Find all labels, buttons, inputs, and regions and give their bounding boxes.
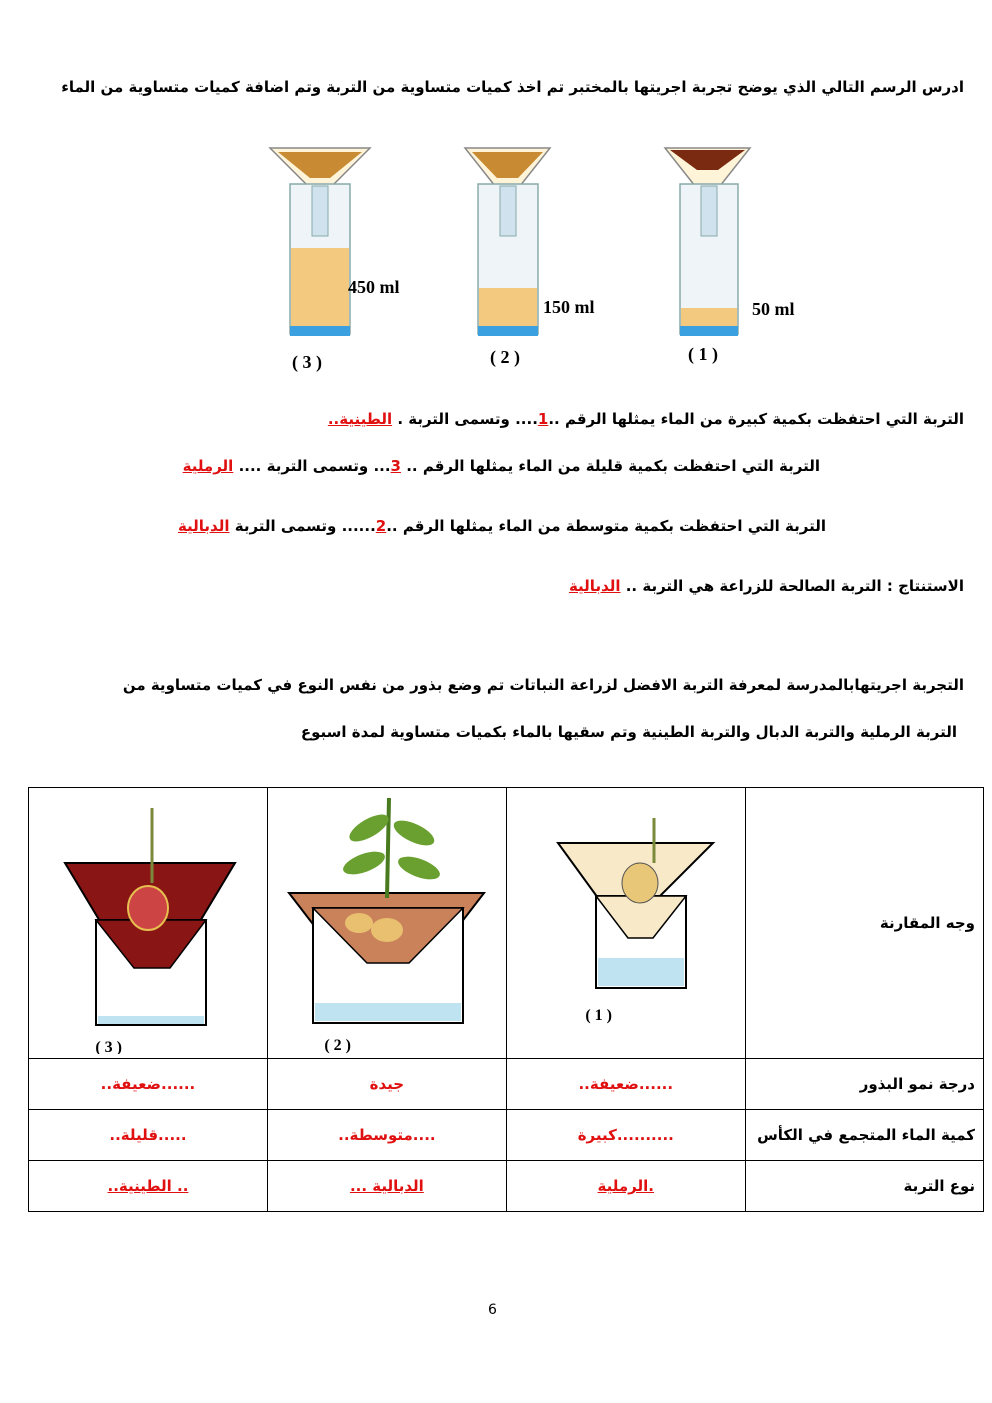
comparison-table	[28, 787, 984, 1212]
row-3-col-2: الدبالية ...	[267, 1161, 506, 1212]
conclusion-line	[569, 577, 964, 595]
answer-line-3-mid: ...... وتسمى التربة	[234, 517, 376, 535]
answer-line-1-number: 1	[537, 410, 549, 428]
row-1-col-3: ......ضعيفة..	[29, 1059, 268, 1110]
cup-1	[665, 148, 750, 336]
cup-2-volume: 150 ml	[543, 297, 595, 317]
answer-line-1-mid: .... وتسمى التربة .	[397, 410, 538, 428]
cup-1-label: ( 1 )	[688, 344, 718, 364]
answer-line-1-soil: الطينية..	[327, 410, 393, 428]
conclusion-soil: الدبالية	[568, 577, 621, 595]
row-2-col-1: ..........كبيرة	[506, 1110, 745, 1161]
figure-cell-3	[29, 788, 268, 1059]
cup-2	[465, 148, 550, 336]
cup-2-label: ( 2 )	[490, 347, 520, 367]
figure-3-label: ( 3 )	[95, 1039, 122, 1054]
answer-line-2-mid: ... وتسمى التربة ....	[238, 457, 391, 475]
header-label: وجه المقارنة	[879, 914, 975, 932]
cup-3-volume: 450 ml	[348, 277, 400, 297]
row-2-col-2: ....متوسطة..	[267, 1110, 506, 1161]
seed-figure-3	[30, 788, 266, 1054]
figure-cell-1	[506, 788, 745, 1059]
answer-line-3-number: 2	[375, 517, 387, 535]
intro-text: ادرس الرسم التالي الذي يوضح تجربة اجريتها بالمختبر تم اخذ كميات متساوية من التربة وتم اضافة كميات متساوية من الماء	[61, 78, 964, 96]
cup-1-volume: 50 ml	[752, 299, 795, 319]
table-row	[29, 1161, 984, 1212]
row-3-label: نوع التربة	[745, 1161, 983, 1212]
row-1-label: درجة نمو البذور	[745, 1059, 983, 1110]
answer-line-3-text: التربة التي احتفظت بكمية متوسطة من الماء يمثلها الرقم ..	[386, 517, 826, 535]
experiment2-line-1: التجربة اجريتهابالمدرسة لمعرفة التربة الافضل لزراعة النباتات تم وضع بذور من نفس النوع في كميات متساوية من	[122, 676, 964, 694]
answer-line-1	[328, 410, 964, 428]
row-1-col-2: جيدة	[267, 1059, 506, 1110]
answer-line-3-soil: الدبالية	[177, 517, 230, 535]
header-label-cell	[745, 788, 983, 1059]
answer-line-2-text: التربة التي احتفظت بكمية قليلة من الماء يمثلها الرقم ..	[400, 457, 820, 475]
answer-line-2-number: 3	[390, 457, 401, 475]
row-1-col-1: ......ضعيفة..	[506, 1059, 745, 1110]
row-3-col-3: .. الطينية..	[29, 1161, 268, 1212]
conclusion-text: الاستنتاج : التربة الصالحة للزراعة هي التربة ..	[620, 577, 964, 595]
row-3-col-1: .الرملية	[506, 1161, 745, 1212]
table-row	[29, 788, 984, 1059]
cup-3	[270, 148, 370, 336]
figure-2-label: ( 2 )	[324, 1037, 351, 1054]
soil-water-figure	[260, 138, 820, 388]
answer-line-1-text: التربة التي احتفظت بكمية كبيرة من الماء يمثلها الرقم ..	[548, 410, 964, 428]
experiment2-line-2: التربة الرملية والتربة الدبال والتربة الطينية وتم سقيها بالماء بكميات متساوية لمدة اسبوع	[300, 723, 957, 741]
answer-line-3	[178, 517, 826, 535]
table-row	[29, 1059, 984, 1110]
seed-figure-2	[269, 788, 505, 1054]
figure-1-label: ( 1 )	[585, 1007, 612, 1024]
row-2-label: كمية الماء المتجمع في الكأس	[745, 1110, 983, 1161]
answer-line-2-soil: الرملية	[182, 457, 234, 475]
cup-3-label: ( 3 )	[292, 352, 322, 372]
row-2-col-3: .....قليلة..	[29, 1110, 268, 1161]
page-number: 6	[488, 1302, 497, 1318]
answer-line-2	[183, 457, 820, 475]
seed-figure-1	[508, 788, 744, 1054]
figure-cell-2	[267, 788, 506, 1059]
table-row	[29, 1110, 984, 1161]
